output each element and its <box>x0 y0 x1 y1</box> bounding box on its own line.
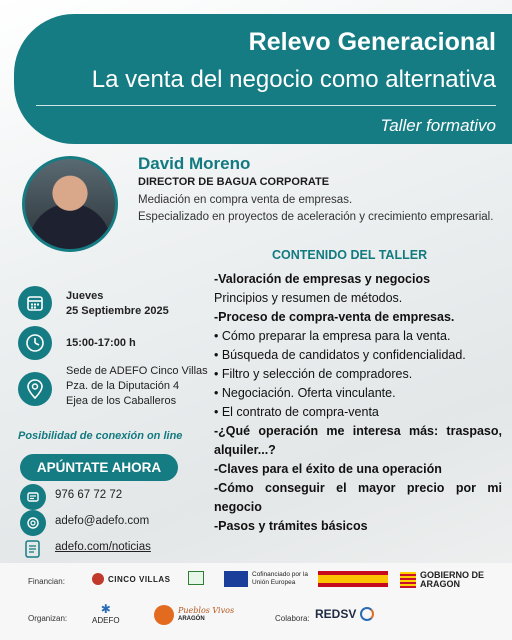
colabora-label: Colabora: <box>275 614 310 623</box>
adefo-text: ADEFO <box>92 616 120 625</box>
content-list <box>214 270 502 536</box>
footer-logos <box>0 563 512 640</box>
redsv-swirl-icon <box>360 607 374 621</box>
event-venue <box>66 364 208 409</box>
event-day: Jueves <box>66 290 104 302</box>
email-icon <box>20 510 46 536</box>
contact-web-link[interactable]: adefo.com/noticias <box>55 541 151 553</box>
contact-email[interactable]: adefo@adefo.com <box>55 515 150 527</box>
eu-logo <box>224 571 314 587</box>
location-pin-icon <box>18 372 52 406</box>
adefo-logo <box>92 603 120 625</box>
event-date <box>66 289 169 319</box>
phone-icon <box>20 484 46 510</box>
page-tagline: Taller formativo <box>380 116 496 135</box>
speaker-photo <box>22 156 118 252</box>
gobierno-aragon-text: GOBIERNO DE ARAGON <box>420 570 485 589</box>
event-date-text: 25 Septiembre 2025 <box>66 305 169 317</box>
cinco-villas-emblem-icon <box>92 573 104 585</box>
spain-flag-icon <box>318 571 388 587</box>
page-title: Relevo Generacional <box>248 28 496 56</box>
pueblos-vivos-logo <box>154 605 234 625</box>
signup-button[interactable]: APÚNTATE AHORA <box>20 454 178 481</box>
gobierno-aragon-logo <box>400 571 492 589</box>
content-section-pasos: -Pasos y trámites básicos <box>214 519 368 533</box>
redsv-logo <box>315 607 374 621</box>
page-subtitle: La venta del negocio como alternativa <box>91 66 496 93</box>
eu-flag-icon <box>224 571 248 587</box>
content-bullet: • Filtro y selección de compradores. <box>214 367 413 381</box>
speaker-desc-line-2: Especializado en proyectos de aceleración y crecimiento empresarial. <box>138 211 494 223</box>
venue-line-2: Pza. de la Diputación 4 <box>66 380 180 392</box>
speaker-role: DIRECTOR DE BAGUA CORPORATE <box>138 176 330 188</box>
content-section-claves: -Claves para el éxito de una operación <box>214 462 442 476</box>
pueblos-vivos-aragon: ARAGÓN <box>178 616 205 622</box>
venue-line-3: Ejea de los Caballeros <box>66 395 177 407</box>
speaker-name: David Moreno <box>138 154 251 173</box>
content-bullet: • Negociación. Oferta vinculante. <box>214 386 396 400</box>
cinco-villas-text: CINCO VILLAS <box>108 574 171 584</box>
content-section-precio: -Cómo conseguir el mayor precio por mi negocio <box>214 481 502 514</box>
content-section-valoracion: -Valoración de empresas y negocios <box>214 272 431 286</box>
content-section-proceso: -Proceso de compra-venta de empresas. <box>214 310 455 324</box>
content-bullet: • El contrato de compra-venta <box>214 405 379 419</box>
content-text-principios: Principios y resumen de métodos. <box>214 291 403 305</box>
cinco-villas-logo <box>92 573 170 585</box>
content-section-operacion: -¿Qué operación me interesa más: traspaso, alquiler...? <box>214 424 502 457</box>
pueblos-vivos-emblem-icon <box>154 605 174 625</box>
financian-label: Financian: <box>28 577 65 586</box>
speaker-description <box>138 192 508 226</box>
spain-ministry-logo <box>318 571 388 587</box>
redsv-text: REDSV <box>315 607 357 621</box>
adefo-star-icon: ✱ <box>100 602 111 616</box>
header-divider <box>36 105 496 106</box>
calendar-icon <box>18 286 52 320</box>
content-title: CONTENIDO DEL TALLER <box>272 248 428 262</box>
contact-phone[interactable]: 976 67 72 72 <box>55 489 123 501</box>
header-banner <box>14 14 512 144</box>
content-bullet: • Cómo preparar la empresa para la venta. <box>214 329 451 343</box>
leader-logo <box>188 571 204 585</box>
event-time-text: 15:00-17:00 h <box>66 337 136 349</box>
aragon-flag-icon <box>400 572 416 588</box>
event-time <box>66 336 136 351</box>
venue-line-1: Sede de ADEFO Cinco Villas <box>66 365 208 377</box>
eu-text: Cofinanciado por la Unión Europea <box>252 571 309 586</box>
pueblos-vivos-text: Pueblos Vivos <box>178 606 235 615</box>
online-note: Posibilidad de conexión on line <box>18 430 183 442</box>
organizan-label: Organizan: <box>28 614 68 623</box>
leader-leaf-icon <box>188 571 204 585</box>
clock-icon <box>18 326 52 360</box>
content-bullet: • Búsqueda de candidatos y confidencialidad. <box>214 348 466 362</box>
web-icon <box>20 536 46 562</box>
speaker-desc-line-1: Mediación en compra venta de empresas. <box>138 194 353 206</box>
